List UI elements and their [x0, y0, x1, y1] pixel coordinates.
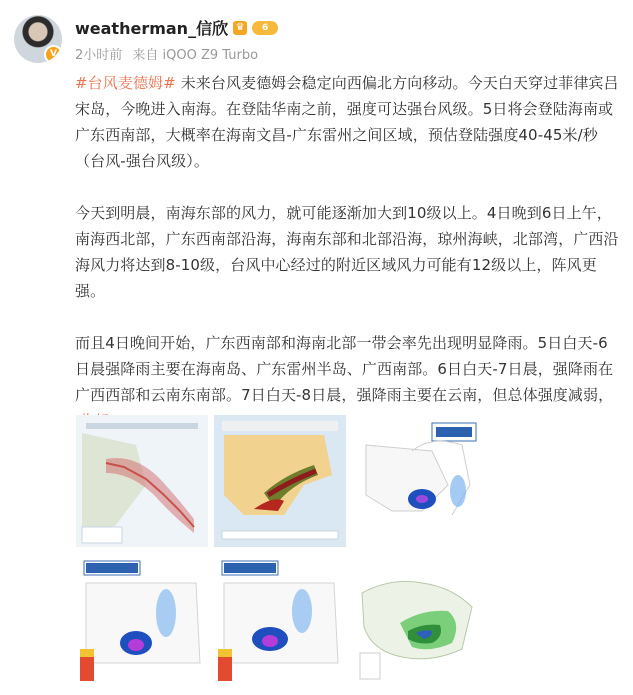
verified-badge-icon: V	[44, 45, 62, 63]
post-content	[75, 70, 620, 434]
paragraph-1	[75, 70, 620, 174]
vip-crown-icon[interactable]: ♛	[233, 21, 247, 35]
rainfall-map-2-thumbnail[interactable]	[76, 553, 208, 685]
rainfall-map-3-thumbnail[interactable]	[214, 553, 346, 685]
hashtag-link[interactable]: #台风麦德姆#	[75, 74, 176, 92]
typhoon-track-map-thumbnail[interactable]	[76, 415, 208, 547]
paragraph-1-text: 未来台风麦德姆会稳定向西偏北方向移动。今天白天穿过菲律宾吕宋岛，今晚进入南海。在登陆华南之前，强度可达强台风级。5日将会登陆海南或广东西南部，大概率在海南文昌-广东雷州之间区域，预估登陆强度40-45米/秒（台风-强台风级）。	[75, 74, 619, 170]
post-meta	[75, 44, 264, 63]
username[interactable]: weatherman_信欣	[75, 19, 229, 38]
heat-map-icon	[214, 415, 346, 547]
level-badge-icon[interactable]: 6	[252, 21, 278, 35]
wind-intensity-map-thumbnail[interactable]	[214, 415, 346, 547]
rain-map-3-icon	[214, 553, 346, 685]
rain-map-2-icon	[76, 553, 208, 685]
rainfall-map-1-thumbnail[interactable]	[352, 415, 484, 547]
rain-map-1-icon	[352, 415, 484, 547]
track-map-icon	[76, 415, 208, 547]
paragraph-2: 今天到明晨，南海东部的风力，就可能逐渐加大到10级以上。4日晚到6日上午，南海西北部，广东西南部沿海，海南东部和北部沿海，琼州海峡，北部湾，广西沿海风力将达到8-10级，台风中心经过的附近区域风力可能有12级以上，阵风更强。	[75, 204, 619, 300]
green-map-icon	[352, 553, 484, 685]
avatar[interactable]	[14, 15, 62, 63]
paragraph-3-text: 而且4日晚间开始，广东西南部和海南北部一带会率先出现明显降雨。5日白天-6日晨强降雨主要在海南岛、广东雷州半岛、广西南部。6日白天-7日晨，强降雨在广西西部和云南东南部。7日白天-8日晨，强降雨主要在云南，但总体强度减弱，	[75, 334, 614, 404]
post-source: 来自 iQOO Z9 Turbo	[132, 48, 259, 63]
post-time[interactable]: 2小时前	[75, 48, 123, 63]
name-row	[75, 16, 278, 39]
china-rainfall-map-thumbnail[interactable]	[352, 553, 484, 685]
